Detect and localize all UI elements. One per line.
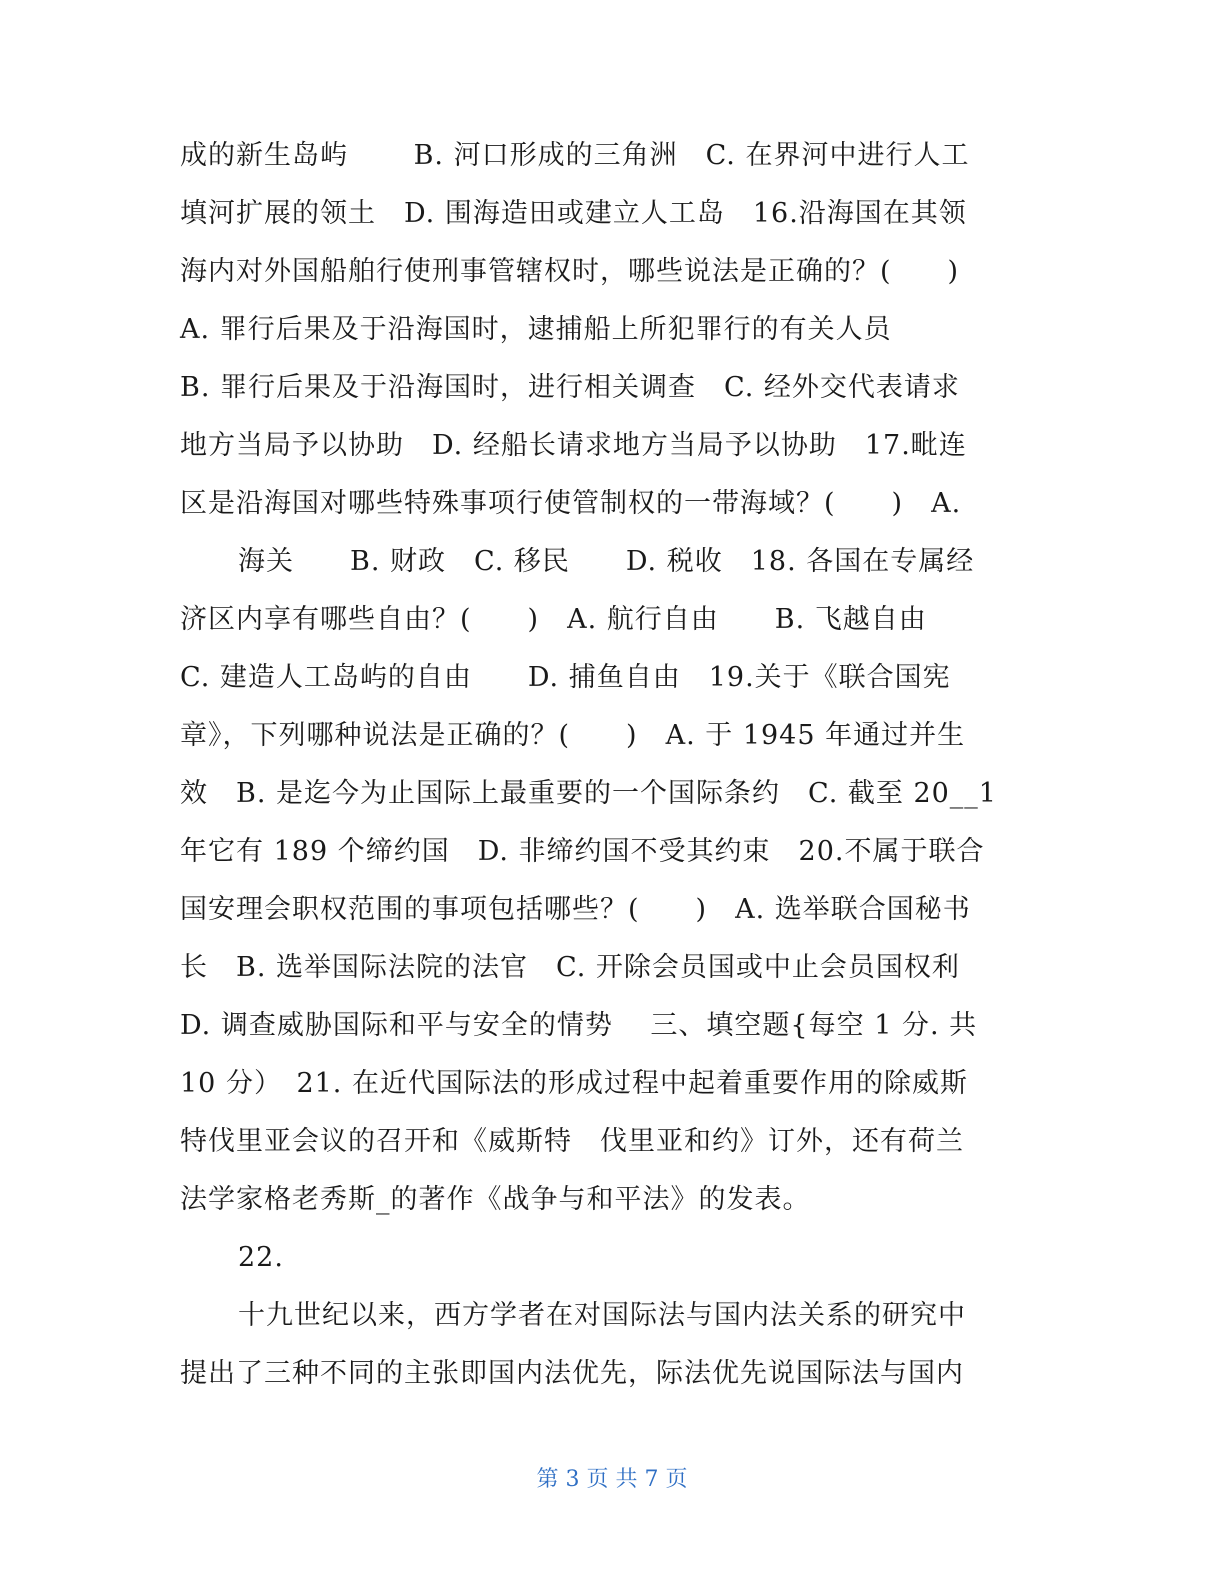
text-line: 海内对外国船舶行使刑事管辖权时，哪些说法是正确的？( ) xyxy=(180,256,960,287)
text-line: 章》，下列哪种说法是正确的？( ) A. 于 1945 年通过并生 xyxy=(180,720,966,751)
text-line: 效 B. 是迄今为止国际上最重要的一个国际条约 C. 截至 20__1 xyxy=(180,778,997,809)
text-line: 区是沿海国对哪些特殊事项行使管制权的一带海域？( ) A. xyxy=(180,488,962,519)
text-line: 10 分） 21. 在近代国际法的形成过程中起着重要作用的除威斯 xyxy=(180,1068,968,1099)
text-line: 十九世纪以来，西方学者在对国际法与国内法关系的研究中 xyxy=(238,1300,966,1331)
text-line: 年它有 189 个缔约国 D. 非缔约国不受其约束 20.不属于联合 xyxy=(180,836,985,867)
text-line: D. 调查威胁国际和平与安全的情势 三、填空题{每空 1 分. 共 xyxy=(180,1010,978,1041)
text-line: 提出了三种不同的主张即国内法优先，际法优先说国际法与国内 xyxy=(180,1358,964,1389)
text-line: 长 B. 选举国际法院的法官 C. 开除会员国或中止会员国权利 xyxy=(180,952,960,983)
text-line: 海关 B. 财政 C. 移民 D. 税收 18. 各国在专属经 xyxy=(238,546,975,577)
text-line: A. 罪行后果及于沿海国时，逮捕船上所犯罪行的有关人员 xyxy=(180,314,892,345)
text-line: 地方当局予以协助 D. 经船长请求地方当局予以协助 17.毗连 xyxy=(180,430,967,461)
text-line: C. 建造人工岛屿的自由 D. 捕鱼自由 19.关于《联合国宪 xyxy=(180,662,951,693)
text-line: 填河扩展的领土 D. 围海造田或建立人工岛 16.沿海国在其领 xyxy=(180,198,967,229)
text-line: 法学家格老秀斯_的著作《战争与和平法》的发表。 xyxy=(180,1184,811,1215)
text-line: 国安理会职权范围的事项包括哪些？( ) A. 选举联合国秘书 xyxy=(180,894,971,925)
page-footer: 第 3 页 共 7 页 xyxy=(536,1467,688,1492)
question-number: 22. xyxy=(238,1242,284,1273)
text-line: 特伐里亚会议的召开和《威斯特 伐里亚和约》订外，还有荷兰 xyxy=(180,1126,964,1157)
document-body xyxy=(180,127,1040,1403)
text-line: 成的新生岛屿 B. 河口形成的三角洲 C. 在界河中进行人工 xyxy=(180,140,970,171)
text-line: 济区内享有哪些自由？( ) A. 航行自由 B. 飞越自由 xyxy=(180,604,927,635)
text-line: B. 罪行后果及于沿海国时，进行相关调查 C. 经外交代表请求 xyxy=(180,372,960,403)
